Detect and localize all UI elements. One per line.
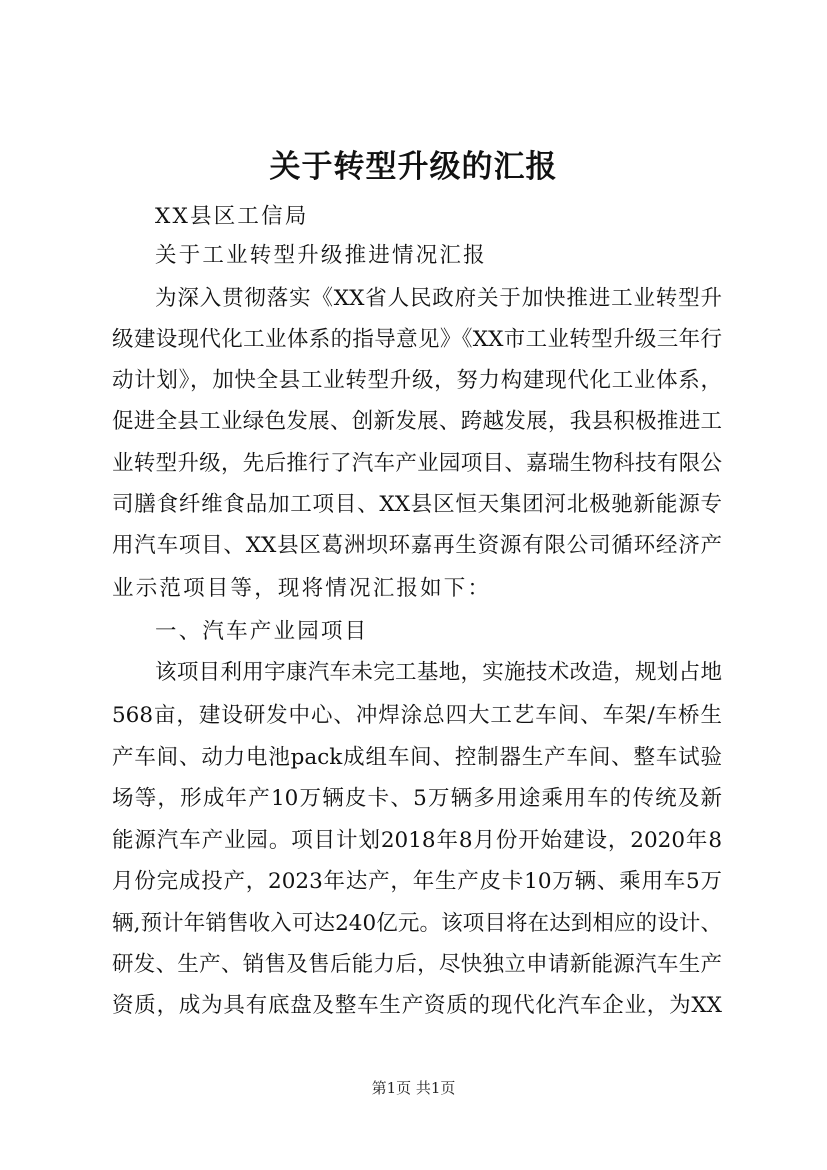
paragraph1-line: 用汽车项目、XX县区葛洲坝环嘉再生资源有限公司循环经济产 bbox=[112, 533, 722, 558]
paragraph2-line: 能源汽车产业园。项目计划2018年8月份开始建设，2020年8 bbox=[112, 828, 722, 853]
author-line: XX县区工信局 bbox=[155, 204, 309, 229]
paragraph2-line: 场等，形成年产10万辆皮卡、5万辆多用途乘用车的传统及新 bbox=[112, 786, 722, 811]
page-footer: 第1页 共1页 bbox=[371, 1079, 456, 1097]
document-title: 关于转型升级的汇报 bbox=[269, 149, 558, 185]
paragraph1-line: 业示范项目等，现将情况汇报如下： bbox=[112, 576, 492, 601]
paragraph2-line: 研发、生产、销售及售后能力后，尽快独立申请新能源汽车生产 bbox=[112, 952, 722, 977]
paragraph2-line: 辆,预计年销售收入可达240亿元。该项目将在达到相应的设计、 bbox=[112, 911, 722, 936]
section1-heading: 一、汽车产业园项目 bbox=[155, 619, 369, 644]
paragraph1-line: 级建设现代化工业体系的指导意见》《XX市工业转型升级三年行 bbox=[112, 327, 722, 352]
paragraph2-line: 月份完成投产，2023年达产，年生产皮卡10万辆、乘用车5万 bbox=[112, 869, 722, 894]
paragraph1-line: 促进全县工业绿色发展、创新发展、跨越发展，我县积极推进工 bbox=[112, 409, 722, 434]
paragraph1-line: 业转型升级，先后推行了汽车产业园项目、嘉瑞生物科技有限公 bbox=[112, 451, 722, 476]
subtitle-line: 关于工业转型升级推进情况汇报 bbox=[155, 243, 487, 268]
paragraph1-line: 司膳食纤维食品加工项目、XX县区恒天集团河北极驰新能源专 bbox=[112, 492, 722, 517]
paragraph2-line: 568亩，建设研发中心、冲焊涂总四大工艺车间、车架/车桥生 bbox=[112, 703, 722, 728]
paragraph2-line: 资质，成为具有底盘及整车生产资质的现代化汽车企业，为XX bbox=[112, 993, 722, 1018]
paragraph1-line: 动计划》，加快全县工业转型升级，努力构建现代化工业体系， bbox=[112, 368, 722, 393]
paragraph2-line: 产车间、动力电池pack成组车间、控制器生产车间、整车试验 bbox=[112, 745, 722, 770]
paragraph2-line: 该项目利用宇康汽车未完工基地，实施技术改造，规划占地 bbox=[155, 660, 722, 685]
paragraph1-line: 为深入贯彻落实《XX省人民政府关于加快推进工业转型升 bbox=[155, 286, 722, 311]
